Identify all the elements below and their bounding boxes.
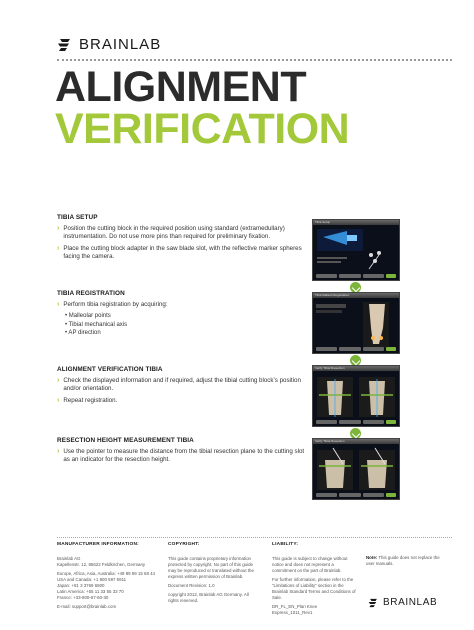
footer-manufacturer: MANUFACTURER INFORMATION: Brainlab AG Kapellenstr. 12, 85622 Feldkirchen, Germany Europe, Africa, Asia, Australia: +49 89 99 15 68 44 USA and Canada: +1 800 597 5911 Japan: +81 3 3769 6900 Latin America: +55 11 33 55 33 70 France: +33-800-67-60-30 E-mail: support@brainlab.com (57, 542, 165, 613)
bullet-item: › Check the displayed information and if required, adjust the tibial cutting block’s position and/or orientation. (57, 377, 301, 393)
chevron-right-icon: › (57, 301, 60, 308)
brand-header (57, 36, 161, 53)
section-tibia-setup (57, 214, 307, 264)
section-heading: RESECTION HEIGHT MEASUREMENT TIBIA (57, 437, 194, 444)
section-heading: TIBIA SETUP (57, 214, 98, 221)
sub-item: • Tibial mechanical axis (65, 321, 128, 328)
footer-heading: LIABILITY: (272, 542, 299, 547)
screenshot-tibia-setup: Tibia Setup (312, 219, 400, 281)
bullet-item: › Use the pointer to measure the distance from the tibial resection plane to the cutting slot as an indicator for the resection height. (57, 448, 305, 464)
section-tibia-registration (57, 290, 307, 338)
sub-item: • AP direction (65, 330, 101, 337)
brainlab-logo-icon (57, 38, 73, 52)
chevron-right-icon: › (57, 377, 60, 384)
section-resection-height (57, 437, 307, 468)
section-heading: TIBIA REGISTRATION (57, 290, 125, 297)
footer-heading: COPYRIGHT: (168, 542, 200, 547)
screenshot-verify-resection-1: Verify Tibial Resection (312, 365, 400, 427)
bullet-item: › Place the cutting block adapter in the saw blade slot, with the reflective marker spheres facing the camera. (57, 244, 302, 261)
brand-name: BRAINLAB (79, 36, 162, 53)
screenshot-tibia-registration: Tibia Malleoli Registration (312, 292, 400, 354)
footer-heading: MANUFACTURER INFORMATION: (57, 542, 139, 547)
support-email: E-mail: support@brainlab.com (57, 604, 117, 610)
brand-name: BRAINLAB (383, 597, 438, 608)
verify-resection-image (313, 371, 399, 426)
footer-divider (57, 537, 452, 538)
footer-note: Note: This guide does not replace the user manuals. (366, 555, 440, 566)
document-code: DR_FL_EN_Plan Knee Express_1011_Rev1 (272, 604, 318, 615)
resection-height-image (313, 444, 399, 499)
bullet-item: › Perform tibia registration by acquiring: (57, 301, 168, 308)
bullet-item: › Repeat registration. (57, 396, 118, 404)
screenshot-verify-resection-2: Verify Tibial Resection (312, 438, 400, 500)
tibia-registration-image (313, 298, 399, 353)
brainlab-logo-icon (368, 598, 379, 608)
footer-liability: LIABILITY: This guide is subject to change without notice and does not represent a commitment on the part of Brainlab. For further information, please refer to the “Limitations of Liability” section in the Brainlab Standard Terms and Conditions of Sale. DR_FL_EN_Plan Knee Express_1011_Rev1 (272, 542, 358, 619)
section-alignment-verification (57, 366, 307, 408)
chevron-right-icon: › (57, 396, 60, 404)
page-title-line-2: VERIFICATION (55, 105, 350, 153)
tibia-setup-image (313, 225, 399, 280)
page-title-line-1: ALIGNMENT (55, 63, 307, 111)
chevron-right-icon: › (57, 244, 60, 252)
footer-copyright: COPYRIGHT: This guide contains proprietary information protected by copyright. No part of this guide may be reproduced or translated without the express written permission of Brainlab. Document Revision: 1.0 copyright 2012, Brainlab AG Germany. All rights reserved. (168, 542, 254, 604)
sub-item: • Malleolar points (65, 313, 111, 320)
bullet-item: › Position the cutting block in the required position using standard (extramedullary) instrumentation. Do not use more pins than required for preliminary fixation. (57, 225, 285, 241)
section-heading: ALIGNMENT VERIFICATION TIBIA (57, 366, 163, 373)
header-divider (57, 59, 452, 61)
chevron-right-icon: › (57, 448, 60, 455)
chevron-right-icon: › (57, 225, 60, 232)
brand-footer (368, 597, 437, 608)
